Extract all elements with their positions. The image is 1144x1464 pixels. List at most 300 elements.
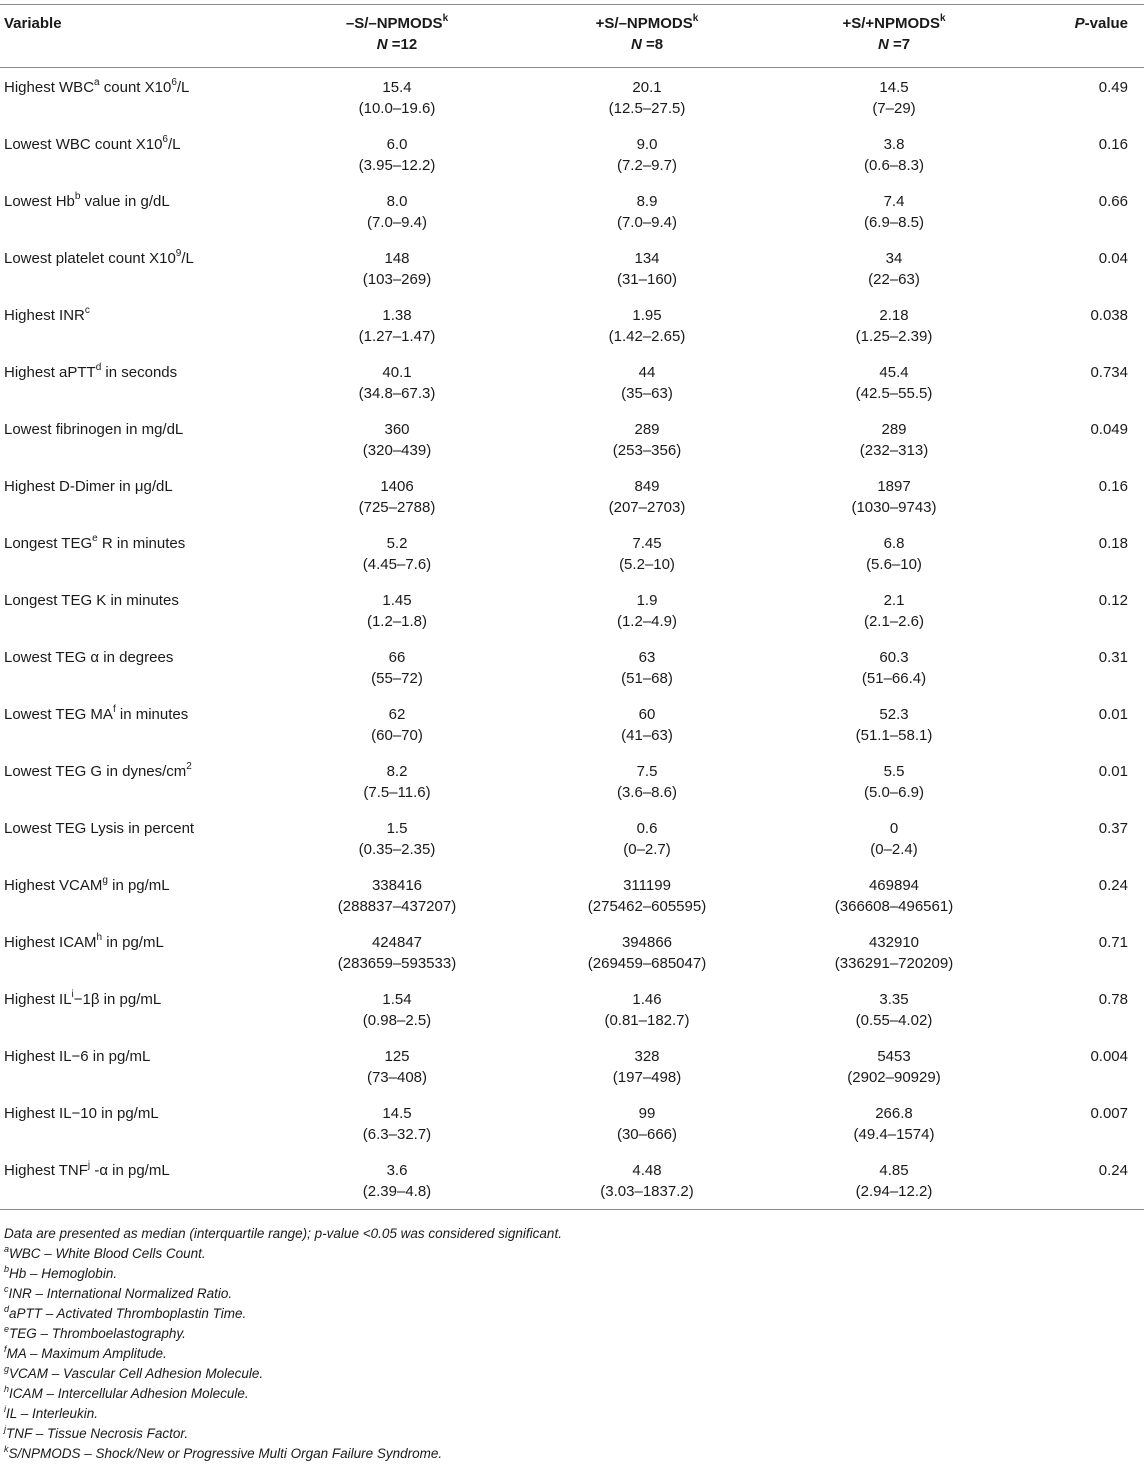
median-value: 4.48 — [632, 1162, 662, 1179]
variable-text: Lowest platelet count X10 — [4, 250, 176, 267]
footnote-text: S/NPMODS – Shock/New or Progressive Multi Organ Failure Syndrome. — [8, 1446, 443, 1461]
group-3-n-label: N — [877, 36, 889, 53]
variable-superscript: h — [96, 932, 103, 943]
median-value: 7.45 — [632, 535, 662, 552]
variable-cell — [0, 980, 272, 1037]
variable-cell — [0, 296, 272, 353]
median-value: 8.0 — [386, 193, 408, 210]
table-row — [0, 467, 1144, 524]
group-2-cell — [522, 410, 772, 467]
variable-text: Lowest TEG Lysis in percent — [4, 820, 195, 837]
variable-cell — [0, 695, 272, 752]
variable-text-cont: -α in pg/mL — [90, 1162, 170, 1179]
variable-cell — [0, 182, 272, 239]
group-2-footnote-mark: k — [692, 13, 699, 24]
iqr-value: (3.6–8.6) — [616, 784, 678, 801]
iqr-value: (55–72) — [371, 670, 423, 687]
table-header — [0, 5, 1144, 68]
p-value-cell: 0.01 — [1098, 706, 1128, 723]
results-table-figure — [0, 4, 1144, 1464]
median-value: 5.2 — [386, 535, 408, 552]
group-2-cell — [522, 866, 772, 923]
median-value: 45.4 — [879, 364, 909, 381]
median-value: 7.4 — [883, 193, 905, 210]
median-value: 3.35 — [879, 991, 909, 1008]
iqr-value: (51.1–58.1) — [855, 727, 933, 744]
footnote-mark: a — [4, 1243, 10, 1254]
p-value-cell: 0.01 — [1098, 763, 1128, 780]
table-row — [0, 1151, 1144, 1210]
p-value-cell: 0.038 — [1090, 307, 1128, 324]
variable-cell — [0, 239, 272, 296]
footnote-mark: h — [4, 1383, 10, 1394]
median-value: 469894 — [868, 877, 920, 894]
group-2-cell — [522, 353, 772, 410]
group-2-n-value: =8 — [641, 36, 664, 53]
median-value: 1897 — [877, 478, 911, 495]
table-row — [0, 239, 1144, 296]
iqr-value: (5.2–10) — [619, 556, 675, 573]
iqr-value: (51–68) — [621, 670, 673, 687]
median-value: 14.5 — [879, 79, 909, 96]
iqr-value: (1.2–1.8) — [366, 613, 428, 630]
median-value: 266.8 — [875, 1105, 913, 1122]
iqr-value: (253–356) — [612, 442, 682, 459]
iqr-value: (49.4–1574) — [853, 1126, 935, 1143]
variable-text: Lowest TEG MA — [4, 706, 113, 723]
group-1-cell — [272, 296, 522, 353]
group-3-cell — [772, 1094, 1016, 1151]
footnote-text: TNF – Tissue Necrosis Factor. — [6, 1426, 189, 1441]
group-2-cell — [522, 125, 772, 182]
variable-text-cont: /L — [167, 136, 181, 153]
footnote-text: aPTT – Activated Thromboplastin Time. — [9, 1306, 247, 1321]
p-value-cell: 0.24 — [1098, 877, 1128, 894]
iqr-value: (2902–90929) — [847, 1069, 941, 1086]
variable-text: Highest IL−10 in pg/mL — [4, 1105, 159, 1122]
median-value: 1.95 — [632, 307, 662, 324]
footnote-text: ICAM – Intercellular Adhesion Molecule. — [9, 1386, 249, 1401]
footnote-mark: k — [4, 1443, 9, 1454]
variable-superscript: f — [112, 704, 116, 715]
group-1-cell — [272, 638, 522, 695]
median-value: 7.5 — [636, 763, 658, 780]
group-3-label: +S/+NPMODS — [842, 15, 940, 32]
variable-superscript: d — [95, 362, 102, 373]
footnote-text: MA – Maximum Amplitude. — [6, 1346, 167, 1361]
group-2-cell — [522, 239, 772, 296]
iqr-value: (320–439) — [362, 442, 432, 459]
p-value-cell: 0.18 — [1098, 535, 1128, 552]
variable-cell — [0, 1094, 272, 1151]
group-1-cell — [272, 1037, 522, 1094]
footnote-text: VCAM – Vascular Cell Adhesion Molecule. — [9, 1366, 264, 1381]
p-value-cell: 0.007 — [1090, 1105, 1128, 1122]
header-p-value — [1016, 5, 1144, 68]
median-value: 1406 — [380, 478, 414, 495]
median-value: 394866 — [621, 934, 673, 951]
table-row — [0, 695, 1144, 752]
median-value: 338416 — [371, 877, 423, 894]
variable-text-cont: count X10 — [99, 79, 172, 96]
group-1-n-label: N — [376, 36, 388, 53]
median-value: 311199 — [623, 877, 671, 894]
median-value: 849 — [634, 478, 660, 495]
iqr-value: (60–70) — [371, 727, 423, 744]
table-row — [0, 1094, 1144, 1151]
group-1-cell — [272, 809, 522, 866]
variable-text: Highest aPTT — [4, 364, 96, 381]
iqr-value: (0.98–2.5) — [362, 1012, 432, 1029]
variable-text-cont: value in g/dL — [80, 193, 170, 210]
variable-cell — [0, 1151, 272, 1210]
variable-text: Highest WBC — [4, 79, 95, 96]
median-value: 148 — [384, 250, 410, 267]
group-3-cell — [772, 353, 1016, 410]
iqr-value: (5.0–6.9) — [863, 784, 925, 801]
p-value-italic: P — [1074, 15, 1085, 32]
group-3-n-value: =7 — [888, 36, 911, 53]
iqr-value: (0.6–8.3) — [863, 157, 925, 174]
variable-text: Highest IL — [4, 991, 72, 1008]
iqr-value: (6.9–8.5) — [863, 214, 925, 231]
footnote-item — [4, 1364, 1140, 1384]
footnote-mark: i — [4, 1403, 6, 1414]
variable-text: Highest D-Dimer in μg/dL — [4, 478, 173, 495]
group-2-n-label: N — [630, 36, 642, 53]
iqr-value: (288837–437207) — [337, 898, 457, 915]
iqr-value: (22–63) — [868, 271, 920, 288]
iqr-value: (41–63) — [621, 727, 673, 744]
variable-superscript: 2 — [186, 761, 192, 772]
variable-text: Highest TNF — [4, 1162, 88, 1179]
group-3-cell — [772, 638, 1016, 695]
iqr-value: (35–63) — [621, 385, 673, 402]
group-1-cell — [272, 980, 522, 1037]
group-3-cell — [772, 752, 1016, 809]
median-value: 4.85 — [879, 1162, 909, 1179]
group-2-cell — [522, 68, 772, 126]
group-1-cell — [272, 125, 522, 182]
group-1-n-value: =12 — [387, 36, 418, 53]
median-value: 99 — [638, 1105, 656, 1122]
iqr-value: (5.6–10) — [866, 556, 922, 573]
footnote-mark: e — [4, 1323, 10, 1334]
median-value: 1.9 — [636, 592, 658, 609]
variable-text-cont: /L — [181, 250, 194, 267]
group-2-cell — [522, 923, 772, 980]
median-value: 360 — [384, 421, 410, 438]
group-1-cell — [272, 410, 522, 467]
variable-cell — [0, 752, 272, 809]
median-value: 0 — [889, 820, 899, 837]
variable-text: Lowest fibrinogen in mg/dL — [4, 421, 184, 438]
group-3-footnote-mark: k — [939, 13, 946, 24]
variable-superscript: g — [102, 875, 108, 886]
table-row — [0, 125, 1144, 182]
median-value: 5453 — [877, 1048, 911, 1065]
group-3-cell — [772, 695, 1016, 752]
iqr-value: (31–160) — [616, 271, 678, 288]
iqr-value: (34.8–67.3) — [358, 385, 436, 402]
footnote-item — [4, 1344, 1140, 1364]
median-value: 60 — [638, 706, 656, 723]
median-value: 9.0 — [636, 136, 658, 153]
footnote-mark: f — [4, 1343, 7, 1354]
variable-superscript: a — [94, 77, 100, 88]
header-group-1 — [272, 5, 522, 68]
iqr-value: (1.25–2.39) — [855, 328, 933, 345]
variable-cell — [0, 353, 272, 410]
group-3-cell — [772, 1037, 1016, 1094]
p-value-cell: 0.004 — [1090, 1048, 1128, 1065]
median-value: 424847 — [371, 934, 423, 951]
variable-cell — [0, 581, 272, 638]
median-value: 52.3 — [879, 706, 909, 723]
variable-cell — [0, 923, 272, 980]
variable-text-cont: R in minutes — [97, 535, 186, 552]
group-2-cell — [522, 809, 772, 866]
iqr-value: (0.55–4.02) — [855, 1012, 933, 1029]
iqr-value: (103–269) — [362, 271, 432, 288]
median-value: 289 — [634, 421, 660, 438]
group-3-cell — [772, 980, 1016, 1037]
iqr-value: (283659–593533) — [337, 955, 457, 972]
iqr-value: (7.2–9.7) — [616, 157, 678, 174]
variable-superscript: e — [92, 533, 98, 544]
table-row — [0, 68, 1144, 126]
group-1-cell — [272, 467, 522, 524]
median-value: 0.6 — [636, 820, 658, 837]
group-3-cell — [772, 296, 1016, 353]
group-3-cell — [772, 125, 1016, 182]
table-row — [0, 752, 1144, 809]
variable-cell — [0, 467, 272, 524]
p-value-cell: 0.31 — [1098, 649, 1128, 666]
group-3-cell — [772, 467, 1016, 524]
group-2-cell — [522, 695, 772, 752]
iqr-value: (366608–496561) — [834, 898, 954, 915]
group-3-cell — [772, 410, 1016, 467]
group-2-cell — [522, 1037, 772, 1094]
iqr-value: (207–2703) — [608, 499, 686, 516]
variable-cell — [0, 1037, 272, 1094]
variable-text: Longest TEG — [4, 535, 93, 552]
variable-cell — [0, 410, 272, 467]
median-value: 3.8 — [883, 136, 905, 153]
variable-cell — [0, 125, 272, 182]
group-3-cell — [772, 581, 1016, 638]
median-value: 1.45 — [382, 592, 412, 609]
table-row — [0, 866, 1144, 923]
footnote-list — [4, 1244, 1140, 1464]
group-1-cell — [272, 1151, 522, 1210]
median-value: 1.46 — [632, 991, 662, 1008]
group-1-cell — [272, 239, 522, 296]
results-table — [0, 4, 1144, 1210]
iqr-value: (269459–685047) — [587, 955, 707, 972]
p-value-cell: 0.16 — [1098, 136, 1128, 153]
median-value: 34 — [885, 250, 903, 267]
table-row — [0, 182, 1144, 239]
footnote-item — [4, 1264, 1140, 1284]
variable-cell — [0, 809, 272, 866]
group-2-cell — [522, 638, 772, 695]
group-3-cell — [772, 68, 1016, 126]
variable-text: Longest TEG K in minutes — [4, 592, 179, 609]
footnote-text: WBC – White Blood Cells Count. — [9, 1246, 206, 1261]
table-body — [0, 68, 1144, 1210]
iqr-value: (51–66.4) — [861, 670, 927, 687]
p-value-cell: 0.24 — [1098, 1162, 1128, 1179]
p-value-cell: 0.37 — [1098, 820, 1128, 837]
footnote-item — [4, 1324, 1140, 1344]
iqr-value: (12.5–27.5) — [608, 100, 686, 117]
iqr-value: (1.42–2.65) — [608, 328, 686, 345]
variable-superscript-2: 6 — [171, 77, 177, 88]
p-value-cell: 0.78 — [1098, 991, 1128, 1008]
median-value: 6.8 — [883, 535, 905, 552]
table-row — [0, 524, 1144, 581]
variable-text: Lowest WBC count X10 — [4, 136, 163, 153]
variable-text: Lowest TEG G in dynes/cm — [4, 763, 187, 780]
variable-text-cont: in seconds — [101, 364, 178, 381]
group-1-cell — [272, 524, 522, 581]
group-2-cell — [522, 1094, 772, 1151]
variable-cell — [0, 68, 272, 126]
header-group-2 — [522, 5, 772, 68]
median-value: 289 — [881, 421, 907, 438]
variable-superscript: b — [74, 191, 81, 202]
footnote-item — [4, 1404, 1140, 1424]
iqr-value: (7.5–11.6) — [363, 784, 431, 801]
median-value: 6.0 — [386, 136, 408, 153]
iqr-value: (4.45–7.6) — [362, 556, 432, 573]
iqr-value: (0–2.7) — [623, 841, 671, 858]
group-1-cell — [272, 1094, 522, 1151]
median-value: 1.5 — [386, 820, 408, 837]
group-1-footnote-mark: k — [442, 13, 449, 24]
footnote-item — [4, 1384, 1140, 1404]
p-value-cell: 0.16 — [1098, 478, 1128, 495]
group-2-cell — [522, 752, 772, 809]
group-2-cell — [522, 1151, 772, 1210]
variable-text: Lowest Hb — [4, 193, 75, 210]
iqr-value: (275462–605595) — [587, 898, 707, 915]
median-value: 20.1 — [632, 79, 662, 96]
group-3-cell — [772, 809, 1016, 866]
group-1-cell — [272, 866, 522, 923]
iqr-value: (7–29) — [872, 100, 916, 117]
table-row — [0, 809, 1144, 866]
footnote-mark: g — [4, 1363, 10, 1374]
variable-text-cont: −1β in pg/mL — [73, 991, 162, 1008]
group-1-cell — [272, 752, 522, 809]
iqr-value: (3.03–1837.2) — [600, 1183, 694, 1200]
iqr-value: (0.81–182.7) — [604, 1012, 690, 1029]
iqr-value: (10.0–19.6) — [358, 100, 436, 117]
footnote-item — [4, 1304, 1140, 1324]
iqr-value: (1030–9743) — [851, 499, 937, 516]
footnote-text: TEG – Thromboelastography. — [9, 1326, 186, 1341]
median-value: 3.6 — [386, 1162, 408, 1179]
group-3-cell — [772, 182, 1016, 239]
p-value-cell: 0.12 — [1098, 592, 1128, 609]
table-footnotes — [0, 1210, 1144, 1464]
table-row — [0, 923, 1144, 980]
median-value: 14.5 — [382, 1105, 412, 1122]
median-value: 44 — [638, 364, 656, 381]
group-2-cell — [522, 980, 772, 1037]
iqr-value: (42.5–55.5) — [855, 385, 933, 402]
group-3-cell — [772, 1151, 1016, 1210]
median-value: 5.5 — [883, 763, 905, 780]
p-value-cell: 0.71 — [1098, 934, 1128, 951]
variable-text-cont: in minutes — [115, 706, 189, 723]
variable-superscript: i — [71, 989, 74, 1000]
table-row — [0, 1037, 1144, 1094]
iqr-value: (3.95–12.2) — [358, 157, 436, 174]
p-value-rest: -value — [1084, 15, 1128, 32]
group-2-cell — [522, 182, 772, 239]
iqr-value: (2.39–4.8) — [362, 1183, 432, 1200]
variable-text: Lowest TEG α in degrees — [4, 649, 174, 666]
variable-superscript: 9 — [175, 248, 182, 259]
group-1-cell — [272, 581, 522, 638]
group-1-cell — [272, 695, 522, 752]
iqr-value: (232–313) — [859, 442, 929, 459]
group-1-cell — [272, 353, 522, 410]
footnote-mark: d — [4, 1303, 10, 1314]
footnote-item — [4, 1444, 1140, 1464]
median-value: 62 — [388, 706, 406, 723]
group-2-cell — [522, 581, 772, 638]
variable-text: Highest INR — [4, 307, 85, 324]
variable-superscript: c — [84, 305, 90, 316]
median-value: 2.18 — [879, 307, 909, 324]
median-value: 134 — [634, 250, 660, 267]
variable-text: Highest IL−6 in pg/mL — [4, 1048, 151, 1065]
table-row — [0, 980, 1144, 1037]
group-1-cell — [272, 68, 522, 126]
group-3-cell — [772, 239, 1016, 296]
footnote-mark: c — [4, 1283, 9, 1294]
group-1-cell — [272, 923, 522, 980]
variable-text: Highest ICAM — [4, 934, 97, 951]
footnote-item — [4, 1284, 1140, 1304]
iqr-value: (7.0–9.4) — [616, 214, 678, 231]
footnote-item — [4, 1424, 1140, 1444]
footnote-text: INR – International Normalized Ratio. — [8, 1286, 233, 1301]
median-value: 8.2 — [386, 763, 408, 780]
group-3-cell — [772, 923, 1016, 980]
iqr-value: (2.94–12.2) — [855, 1183, 933, 1200]
p-value-cell: 0.04 — [1098, 250, 1128, 267]
group-2-cell — [522, 296, 772, 353]
footnote-mark: j — [4, 1423, 6, 1434]
variable-text: Highest VCAM — [4, 877, 103, 894]
median-value: 1.54 — [382, 991, 412, 1008]
header-group-3 — [772, 5, 1016, 68]
table-row — [0, 638, 1144, 695]
variable-text-cont: in pg/mL — [107, 877, 170, 894]
iqr-value: (1.2–4.9) — [616, 613, 678, 630]
median-value: 8.9 — [636, 193, 658, 210]
group-1-cell — [272, 182, 522, 239]
median-value: 40.1 — [382, 364, 412, 381]
median-value: 66 — [388, 649, 406, 666]
table-row — [0, 296, 1144, 353]
